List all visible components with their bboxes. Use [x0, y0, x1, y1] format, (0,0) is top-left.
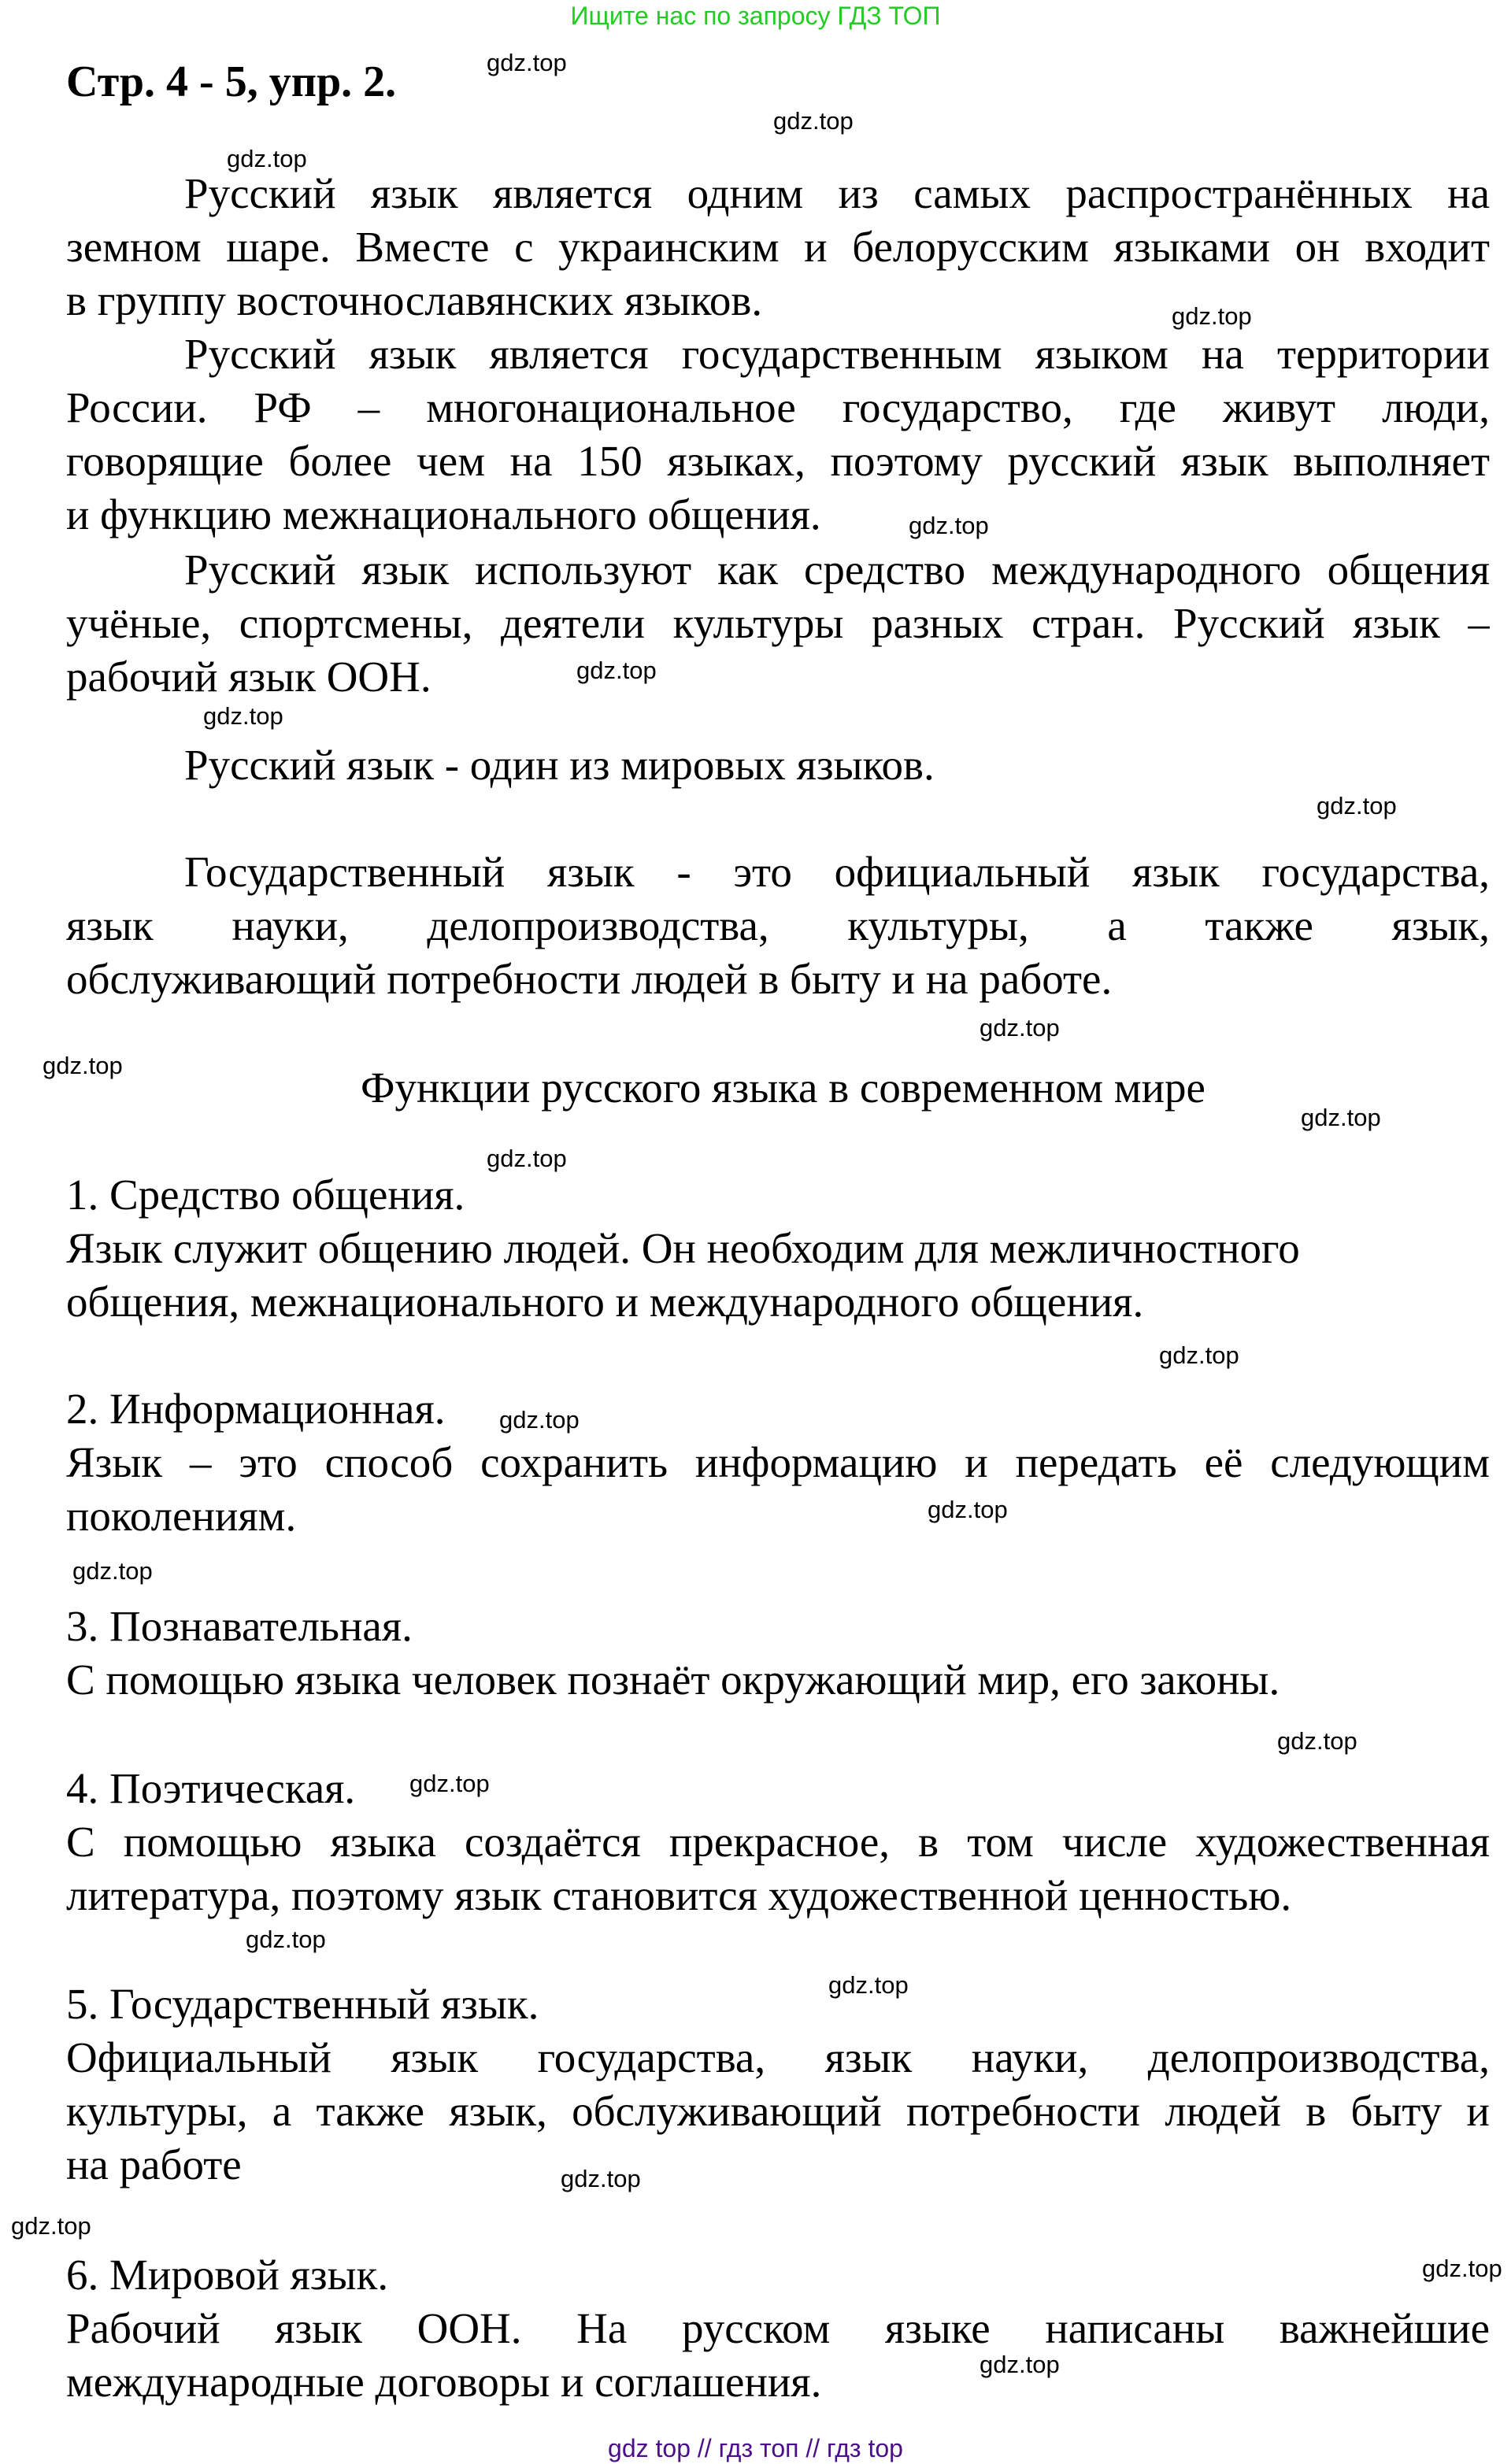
watermark: gdz.top: [203, 702, 283, 730]
paragraph: [66, 2248, 1490, 2409]
text-line: земном шаре. Вместе с украинским и белорусским языками он входит: [66, 223, 1490, 271]
watermark: gdz.top: [561, 2165, 641, 2192]
watermark: gdz.top: [576, 657, 657, 684]
paragraph: [66, 845, 1490, 1006]
search-banner[interactable]: Ищите нас по запросу ГДЗ ТОП: [570, 2, 941, 30]
watermark: gdz.top: [487, 49, 567, 76]
watermark: gdz.top: [1172, 302, 1252, 330]
text-line: 3. Познавательная.: [66, 1602, 413, 1650]
watermark: gdz.top: [773, 107, 854, 135]
paragraph: [66, 1977, 1490, 2192]
text-line: России. РФ – многонациональное государство, где живут люди,: [66, 383, 1490, 431]
watermark: gdz.top: [1277, 1727, 1357, 1755]
text-line: рабочий язык ООН.: [66, 653, 431, 701]
watermark: gdz.top: [409, 1770, 490, 1797]
paragraph: [66, 543, 1490, 704]
watermark: gdz.top: [980, 2351, 1060, 2378]
watermark: gdz.top: [1159, 1341, 1239, 1369]
watermark: gdz.top: [11, 2212, 91, 2240]
text-line: поколениям.: [66, 1492, 297, 1540]
text-line: 6. Мировой язык.: [66, 2251, 389, 2299]
watermark: gdz.top: [909, 512, 989, 539]
text-line: 4. Поэтическая.: [66, 1764, 356, 1812]
watermark: gdz.top: [72, 1557, 153, 1585]
paragraph: [66, 1762, 1490, 1922]
paragraph: [66, 1382, 1490, 1543]
text-line: учёные, спортсмены, деятели культуры разных стран. Русский язык –: [66, 599, 1490, 647]
watermark: gdz.top: [1301, 1104, 1381, 1131]
text-line: обслуживающий потребности людей в быту и на работе.: [66, 955, 1113, 1003]
watermark: gdz.top: [499, 1406, 580, 1434]
text-line: говорящие более чем на 150 языках, поэтому русский язык выполняет: [66, 437, 1490, 485]
text-line: 2. Информационная.: [66, 1385, 446, 1433]
text-line: Функции русского языка в современном мире: [361, 1064, 1205, 1112]
text-line: 1. Средство общения.: [66, 1171, 465, 1219]
text-line: Язык служит общению людей. Он необходим для межличностного: [66, 1224, 1300, 1272]
watermark: gdz.top: [1317, 792, 1397, 819]
text-line: Рабочий язык ООН. На русском языке написаны важнейшие: [66, 2304, 1490, 2352]
text-line: 5. Государственный язык.: [66, 1980, 539, 2028]
watermark: gdz.top: [246, 1926, 326, 1953]
watermark: gdz.top: [980, 1014, 1060, 1041]
paragraph: [66, 167, 1490, 327]
page-title: Стр. 4 - 5, упр. 2.: [66, 57, 397, 106]
text-line: С помощью языка человек познаёт окружающий мир, его законы.: [66, 1656, 1280, 1704]
text-line: С помощью языка создаётся прекрасное, в том числе художественная: [66, 1818, 1490, 1866]
text-line: на работе: [66, 2140, 242, 2188]
paragraph: [66, 327, 1490, 542]
text-line: литература, поэтому язык становится художественной ценностью.: [66, 1871, 1292, 1919]
paragraph: [66, 1600, 1490, 1707]
section-heading: [0, 1061, 1511, 1115]
text-line: Официальный язык государства, язык науки, делопроизводства,: [66, 2033, 1490, 2081]
text-line: в группу восточнославянских языков.: [66, 276, 763, 324]
text-line: Язык – это способ сохранить информацию и передать её следующим: [66, 1438, 1490, 1486]
watermark: gdz.top: [487, 1145, 567, 1172]
text-line: Государственный язык - это официальный язык государства,: [184, 848, 1490, 896]
watermark: gdz.top: [43, 1052, 123, 1079]
watermark: gdz.top: [928, 1496, 1008, 1523]
text-line: и функцию межнационального общения.: [66, 490, 821, 538]
text-line: общения, межнационального и международного общения.: [66, 1278, 1144, 1326]
watermark: gdz.top: [227, 145, 307, 172]
text-line: Русский язык является государственным языком на территории: [184, 330, 1490, 378]
text-line: Русский язык используют как средство международного общения: [184, 546, 1490, 594]
paragraph: [66, 1168, 1490, 1329]
text-line: Русский язык является одним из самых распространённых на: [184, 169, 1490, 217]
paragraph: [66, 738, 1490, 792]
footer-links[interactable]: gdz top // гдз топ // гдз top: [608, 2434, 903, 2462]
text-line: язык науки, делопроизводства, культуры, а также язык,: [66, 901, 1490, 949]
text-line: культуры, а также язык, обслуживающий потребности людей в быту и: [66, 2087, 1490, 2135]
watermark: gdz.top: [828, 1971, 909, 1999]
text-line: международные договоры и соглашения.: [66, 2358, 822, 2406]
watermark: gdz.top: [1422, 2255, 1502, 2282]
text-line: Русский язык - один из мировых языков.: [184, 741, 935, 789]
